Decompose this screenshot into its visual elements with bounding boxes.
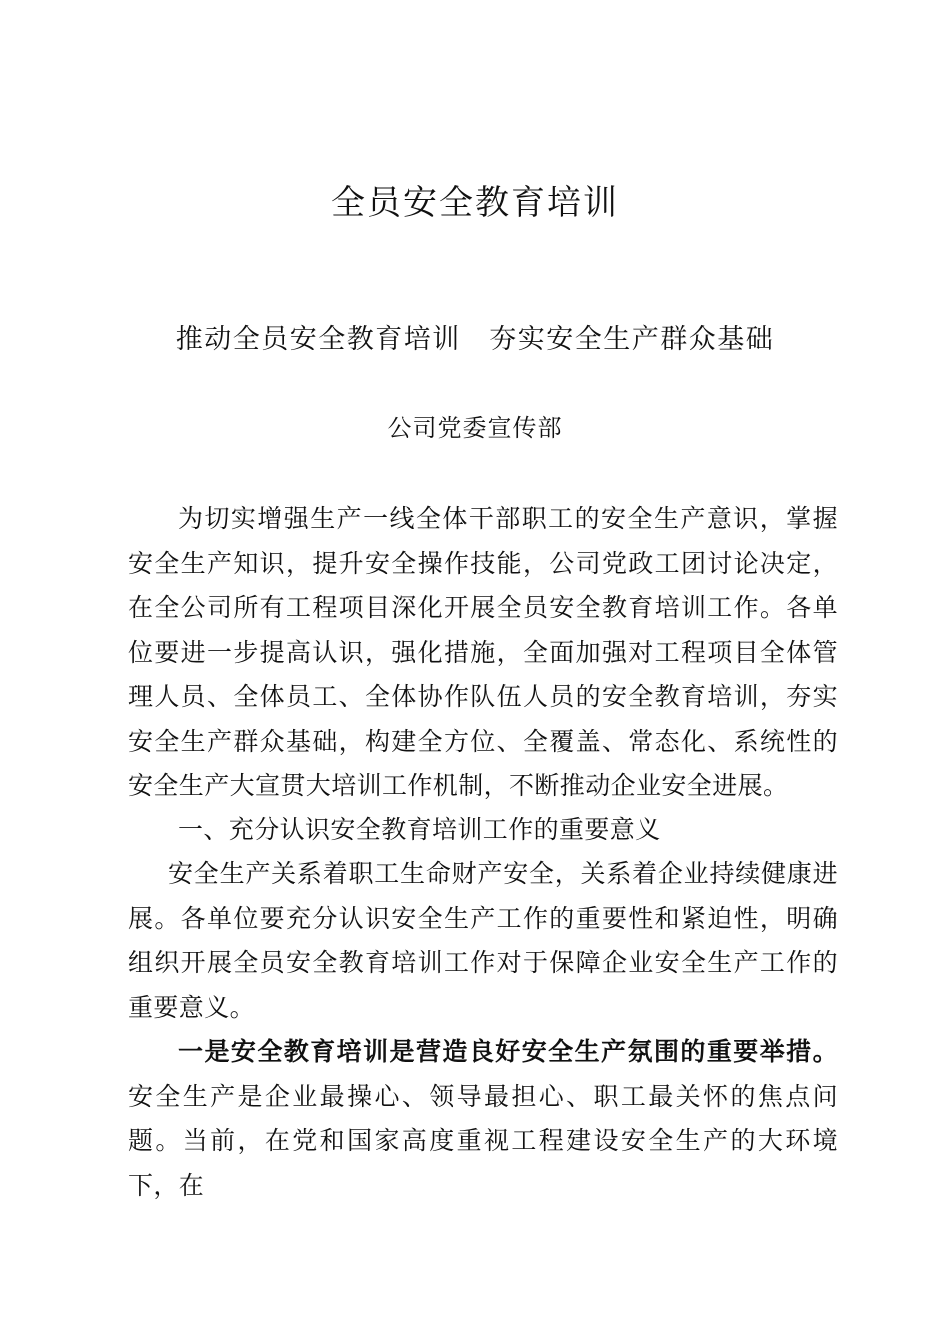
paragraph-point-one [128,1030,838,1208]
point-one-text: 安全生产是企业最操心、领导最担心、职工最关怀的焦点问题。当前，在党和国家高度重视工程建设安全生产的大环境下，在 [128,1081,838,1200]
paragraph-intro: 为切实增强生产一线全体干部职工的安全生产意识，掌握安全生产知识，提升安全操作技能，公司党政工团讨论决定，在全公司所有工程项目深化开展全员安全教育培训工作。各单位要进一步提高认识，强化措施，全面加强对工程项目全体管理人员、全体员工、全体协作队伍人员的安全教育培训，夯实安全生产群众基础，构建全方位、全覆盖、常态化、系统性的安全生产大宣贯大培训工作机制，不断推动企业安全进展。 [128,504,838,800]
point-one-heading: 一是安全教育培训是营造良好安全生产氛围的重要举措。 [178,1037,838,1066]
document-subtitle: 推动全员安全教育培训 夯实安全生产群众基础 [175,324,775,355]
section-heading-1: 一、充分认识安全教育培训工作的重要意义 [178,815,661,844]
paragraph-significance: 安全生产关系着职工生命财产安全，关系着企业持续健康进展。各单位要充分认识安全生产工作的重要性和紧迫性，明确组织开展全员安全教育培训工作对于保障企业安全生产工作的重要意义。 [128,859,838,1022]
document-author: 公司党委宣传部 [387,414,563,442]
document-title: 全员安全教育培训 [331,183,619,223]
